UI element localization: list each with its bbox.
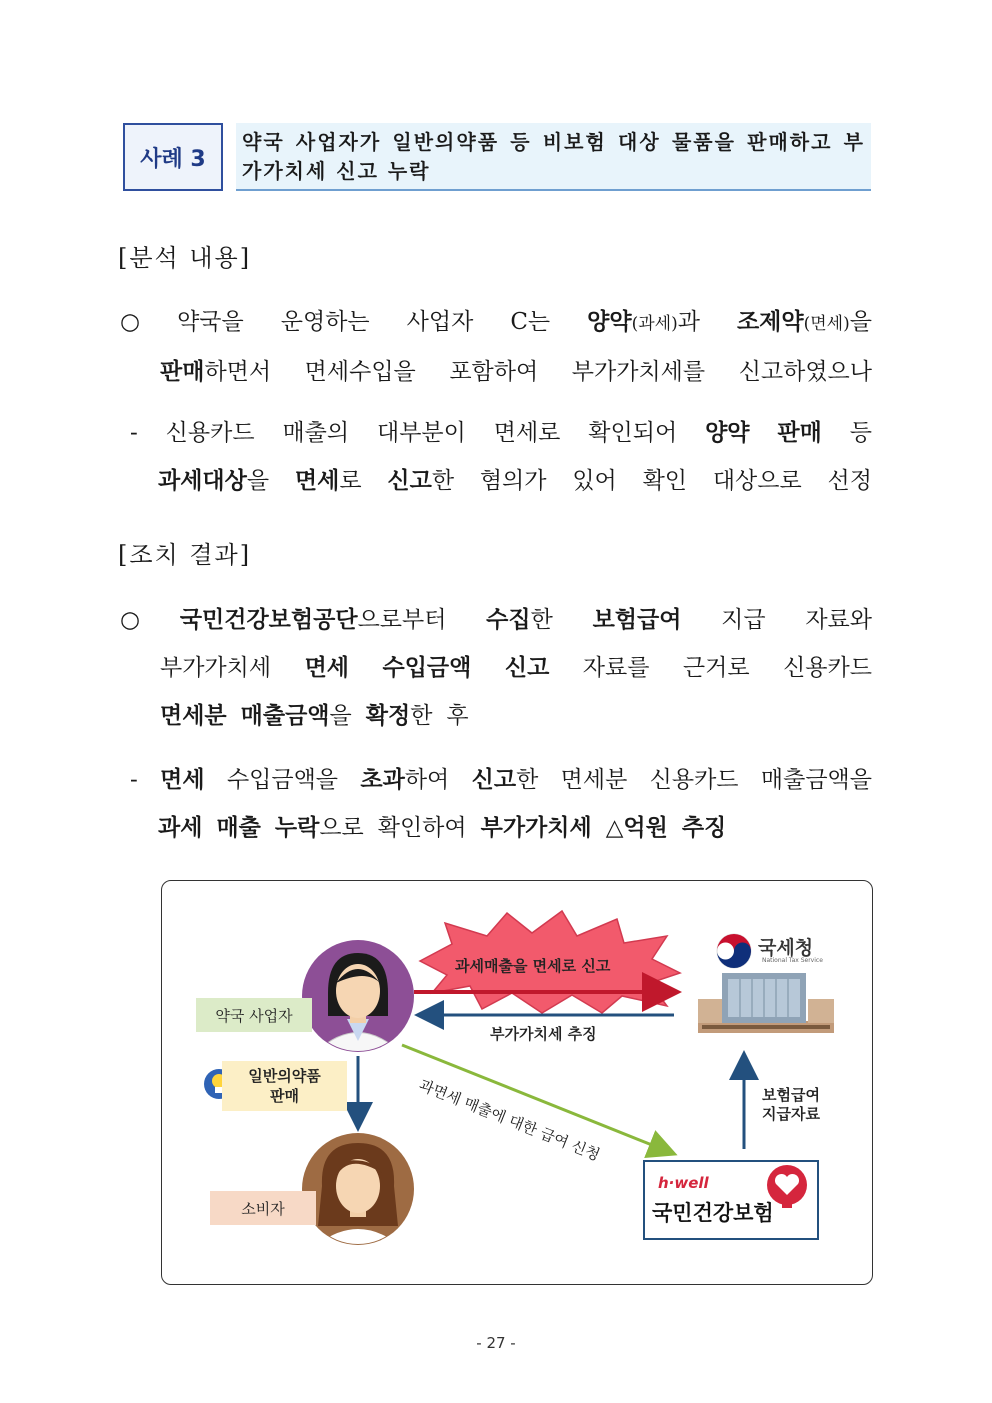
analysis-paragraph-2	[120, 409, 872, 505]
word: 부가가치세	[480, 814, 592, 841]
result-paragraph-1	[120, 596, 872, 740]
word: 선정	[827, 468, 872, 494]
text-line	[158, 804, 872, 852]
word: 과세	[158, 814, 203, 841]
sale-label	[222, 1061, 347, 1111]
bullet-dash: -	[130, 420, 138, 446]
word: 자료와	[805, 607, 872, 633]
word: 대부분이	[376, 420, 466, 446]
word: 면세수입을	[304, 359, 416, 385]
tax-collect-label: 부가가치세 추징	[490, 1025, 597, 1043]
nts-subtitle: National Tax Service	[762, 957, 823, 964]
analysis-paragraph-1	[120, 298, 872, 396]
word: 확인되어	[588, 420, 678, 446]
page-number: - 27 -	[476, 1334, 516, 1352]
word: 매출의	[282, 420, 350, 446]
word: 포함하여	[449, 359, 539, 385]
result-paragraph-2	[120, 756, 872, 852]
word: 신용카드	[783, 655, 872, 681]
word-group: 과세대상을	[158, 467, 270, 494]
word-group: 확정한	[365, 702, 433, 729]
word-group: 누락으로	[274, 814, 364, 841]
word: 확인하여	[377, 815, 467, 841]
word: 면세	[160, 766, 205, 793]
bullet-dash: -	[130, 767, 138, 793]
consumer-label: 소비자	[210, 1191, 316, 1225]
benefit-data-line: 지급자료	[762, 1105, 820, 1123]
word: 수입금액	[382, 654, 472, 681]
word: 약국을	[177, 309, 244, 335]
word-group: 신고한	[471, 766, 539, 793]
word: 혐의가	[479, 468, 547, 494]
benefit-data-line: 보험급여	[762, 1086, 820, 1104]
word: 신고하였으나	[738, 359, 872, 385]
word: 추징	[681, 814, 727, 841]
claim-label: 과면세 매출에 대한 급여 신청	[416, 1075, 603, 1165]
nhis-name: 국민건강보험	[652, 1201, 774, 1225]
burst-text: 과세매출을 면세로 신고	[455, 957, 611, 975]
word-group: 수집한	[486, 606, 553, 633]
nhis-brand: h·well	[658, 1174, 709, 1192]
word: 후	[446, 703, 469, 729]
word: 부가가치세	[160, 655, 272, 681]
word: 수입금액을	[226, 767, 339, 793]
word: 신용카드	[649, 767, 739, 793]
text-line	[120, 756, 872, 804]
word: 매출금액을	[760, 767, 872, 793]
pharmacist-avatar	[302, 940, 414, 1056]
text-line	[120, 409, 872, 457]
result-heading: [조치 결과]	[118, 541, 252, 569]
nts-name: 국세청	[758, 937, 814, 959]
benefit-data-label	[762, 1086, 820, 1124]
text-line	[160, 644, 872, 692]
word: 사업자	[406, 309, 474, 335]
word: 면세분	[560, 767, 628, 793]
word: 등	[849, 420, 872, 446]
word-group: 면세로	[294, 467, 362, 494]
bullet-circle: ○	[120, 309, 141, 335]
word: 신용카드	[165, 420, 255, 446]
word: 양약	[705, 419, 750, 446]
case-header	[123, 123, 871, 194]
word: 면세	[304, 654, 350, 681]
sale-label-line: 일반의약품	[248, 1067, 321, 1085]
word: 대상으로	[712, 468, 802, 494]
word: 확인	[642, 468, 687, 494]
sale-label-line: 판매	[270, 1087, 299, 1105]
case-title: 약국 사업자가 일반의약품 등 비보험 대상 물품을 판매하고 부가가치세 신고 누락	[236, 123, 871, 191]
case-tag: 사례 3	[123, 123, 223, 191]
word: 판매	[777, 419, 822, 446]
word-group: 양약(과세)과	[587, 308, 700, 335]
text-line	[160, 348, 872, 396]
word: C는	[510, 309, 551, 335]
pharmacist-label: 약국 사업자	[196, 998, 312, 1032]
text-line	[158, 457, 872, 505]
word-group: 조제약(면세)을	[736, 308, 872, 335]
analysis-heading: [분석 내용]	[118, 244, 252, 272]
consumer-avatar	[302, 1133, 414, 1249]
word: 지급	[721, 607, 766, 633]
word: 근거로	[682, 655, 750, 681]
text-line	[120, 596, 872, 644]
word-group: 초과하여	[360, 766, 450, 793]
word-group: 신고한	[387, 467, 455, 494]
word: 자료를	[582, 655, 650, 681]
word: 보험급여	[592, 606, 682, 633]
word: 면세로	[493, 420, 561, 446]
nts-emblem-icon	[717, 934, 751, 968]
word: 부가가치세를	[571, 359, 706, 385]
word: 매출	[216, 814, 261, 841]
flow-diagram	[161, 880, 873, 1285]
word: 있어	[572, 468, 617, 494]
word: △억원	[605, 814, 668, 841]
text-line	[120, 298, 872, 348]
bullet-circle: ○	[120, 607, 141, 633]
word-group: 매출금액을	[240, 702, 352, 729]
word-group: 국민건강보험공단으로부터	[179, 606, 447, 633]
word: 운영하는	[280, 309, 370, 335]
word: 면세분	[160, 702, 227, 729]
nts-building-icon	[698, 973, 834, 1033]
text-line	[160, 692, 872, 740]
word-group: 판매하면서	[160, 358, 272, 385]
word: 신고	[504, 654, 550, 681]
